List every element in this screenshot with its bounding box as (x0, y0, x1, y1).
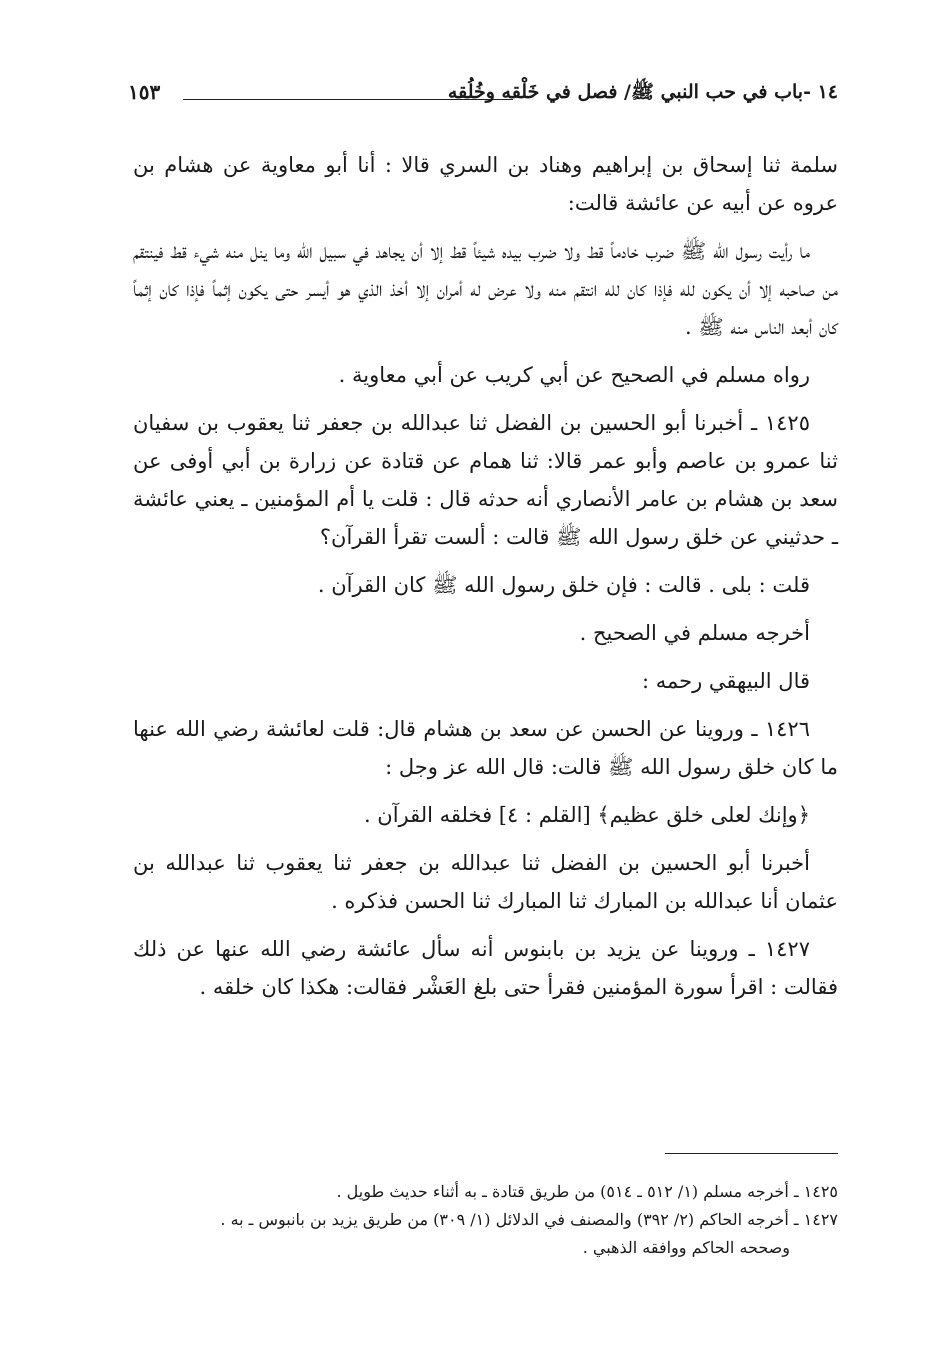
hadith-1425: ١٤٢٥ ـ أخبرنا أبو الحسين بن الفضل ثنا عبدالله بن جعفر ثنا يعقوب بن سفيان ثنا عمرو بن عاصم وأبو عمر قالا: ثنا همام عن قتادة عن زرارة بن أبي أوفى عن سعد بن هشام بن عامر الأنصاري أنه حدثه قال : قلت يا أم المؤمنين ـ يعني عائشة ـ حدثيني عن خلق رسول الله ﷺ قالت : ألست تقرأ القرآن؟ (133, 411, 838, 549)
header-rule (183, 99, 513, 100)
paragraph: رواه مسلم في الصحيح عن أبي كريب عن أبي معاوية . (338, 363, 810, 387)
hadith-1426: ١٤٢٦ ـ وروينا عن الحسن عن سعد بن هشام قال: قلت لعائشة رضي الله عنها ما كان خلق رسول الله ﷺ قالت: قال الله عز وجل : (133, 717, 838, 779)
main-text (133, 146, 838, 1016)
footnotes (133, 1178, 838, 1262)
paragraph: قلت : بلى . قالت : فإن خلق رسول الله ﷺ كان القرآن . (317, 573, 810, 597)
chapter-title: ١٤ -باب في حب النبي ﷺ/ فصل في خَلْقه وخُلُقه (447, 81, 838, 103)
paragraph: سلمة ثنا إسحاق بن إبراهيم وهناد بن السري قالا : أنا أبو معاوية عن هشام بن عروه عن أبيه عن عائشة قالت: (133, 153, 838, 215)
footnote-1427: ١٤٢٧ ـ أخرجه الحاكم (٢/ ٣٩٢) والمصنف في الدلائل (١/ ٣٠٩) من طريق يزيد بن بانبوس ـ به . (220, 1210, 838, 1229)
running-header (128, 80, 838, 114)
hadith-1427: ١٤٢٧ ـ وروينا عن يزيد بن بابنوس أنه سأل عائشة رضي الله عنها عن ذلك فقالت : اقرأ سورة المؤمنين فقرأ حتى بلغ العَشْر فقالت: هكذا كان خلقه . (133, 937, 838, 999)
footnote-1425: ١٤٢٥ ـ أخرجه مسلم (١/ ٥١٢ ـ ٥١٤) من طريق قتادة ـ به أثناء حديث طويل . (336, 1182, 838, 1201)
footnote-1427-continued: وصححه الحاكم ووافقه الذهبي . (582, 1238, 790, 1257)
paragraph: قال البيهقي رحمه : (641, 669, 810, 693)
page-number: ١٥٣ (128, 80, 161, 104)
paragraph: أخبرنا أبو الحسين بن الفضل ثنا عبدالله بن جعفر ثنا يعقوب ثنا عبدالله بن عثمان أنا عبدالله بن المبارك ثنا المبارك ثنا الحسن فذكره . (133, 851, 838, 913)
footnote-rule (665, 1153, 838, 1154)
paragraph: أخرجه مسلم في الصحيح . (579, 621, 810, 645)
paragraph: ما رأيت رسول الله ﷺ ضرب خادماً قط ولا ضرب بيده شيئاً قط إلا أن يجاهد في سبيل الله وما ينل منه شيء قط فينتقم من صاحبه إلا أن يكون لله فإذا كان لله انتقم منه ولا عرض له أمران إلا أخذ الذي هو أيسر حتى يكون إثماً فإذا كان إثماً كان أبعد الناس منه ﷺ . (133, 239, 838, 339)
quran-verse: ﴿وإنك لعلى خلق عظيم﴾ [القلم : ٤] فخلقه القرآن . (363, 803, 810, 827)
